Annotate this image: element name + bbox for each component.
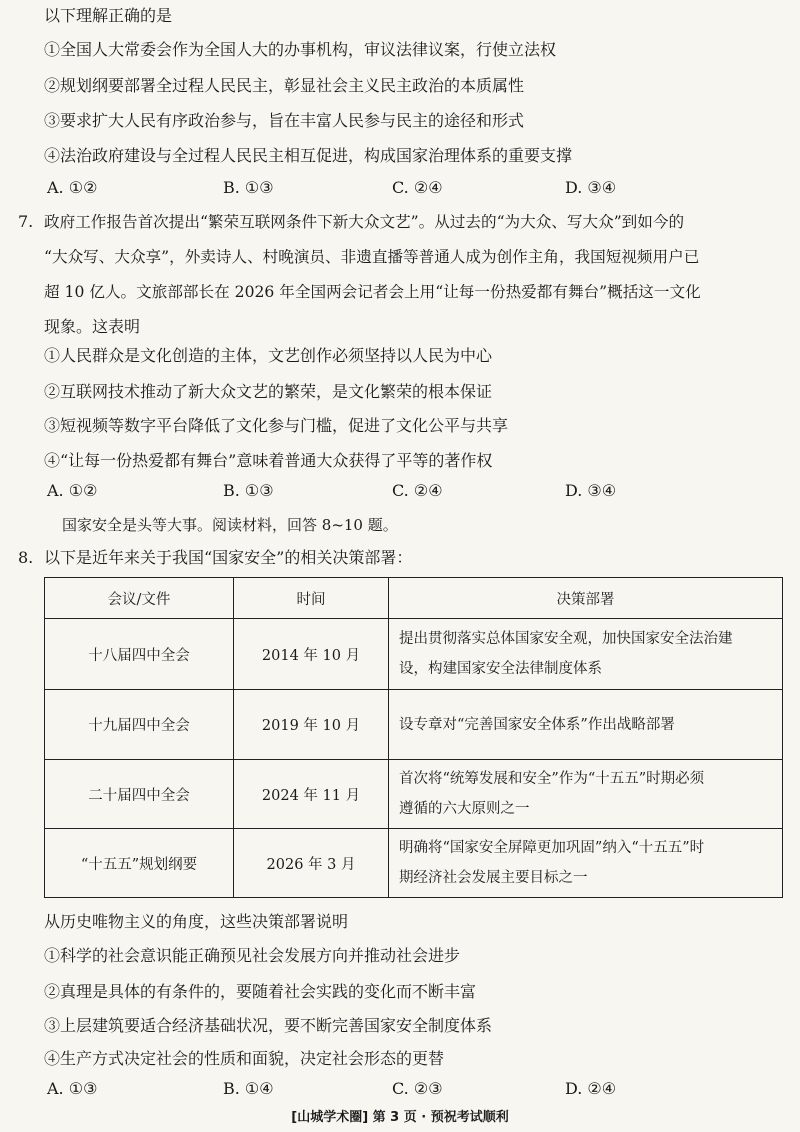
q7-stem-line-4: 现象。这表明	[44, 317, 141, 336]
q6-option-2: ②规划纲要部署全过程人民民主，彰显社会主义民主政治的本质属性	[44, 76, 525, 95]
section-intro: 国家安全是头等大事。阅读材料，回答 8~10 题。	[62, 516, 398, 534]
table-cell-meeting: 二十届四中全会	[45, 760, 234, 829]
q6-choice-d[interactable]: D. ③④	[565, 178, 617, 197]
q8-stem: 以下是近年来关于我国“国家安全”的相关决策部署：	[44, 548, 413, 567]
table-cell-meeting: 十九届四中全会	[45, 690, 234, 760]
table-cell-time: 2014 年 10 月	[234, 619, 389, 690]
q7-option-4: ④“让每一份热爱都有舞台”意味着普通大众获得了平等的著作权	[44, 451, 493, 470]
table-cell-decision	[389, 829, 783, 898]
table-row	[45, 760, 783, 829]
table-cell-meeting: “十五五”规划纲要	[45, 829, 234, 898]
q6-option-4: ④法治政府建设与全过程人民民主相互促进，构成国家治理体系的重要支撑	[44, 146, 573, 165]
table-cell-time: 2024 年 11 月	[234, 760, 389, 829]
q7-option-2: ②互联网技术推动了新大众文艺的繁荣，是文化繁荣的根本保证	[44, 382, 493, 401]
q8-question: 从历史唯物主义的角度，这些决策部署说明	[44, 912, 349, 931]
q7-option-3: ③短视频等数字平台降低了文化参与门槛，促进了文化公平与共享	[44, 416, 509, 435]
q6-choice-b[interactable]: B. ①③	[223, 178, 274, 197]
q8-choices	[47, 1079, 767, 1099]
q6-option-1: ①全国人大常委会作为全国人大的办事机构，审议法律议案，行使立法权	[44, 40, 557, 59]
q7-choice-d[interactable]: D. ③④	[565, 481, 617, 500]
table-row	[45, 619, 783, 690]
table-header-decision: 决策部署	[389, 578, 783, 619]
q7-choice-c[interactable]: C. ②④	[392, 481, 443, 500]
q8-option-4: ④生产方式决定社会的性质和面貌，决定社会形态的更替	[44, 1049, 445, 1068]
q8-choice-a[interactable]: A. ①③	[47, 1079, 98, 1098]
q6-choice-c[interactable]: C. ②④	[392, 178, 443, 197]
table-cell-meeting: 十八届四中全会	[45, 619, 234, 690]
decision-line: 提出贯彻落实总体国家安全观，加快国家安全法治建	[399, 631, 733, 647]
q7-choice-a[interactable]: A. ①②	[47, 481, 98, 500]
q8-option-3: ③上层建筑要适合经济基础状况，要不断完善国家安全制度体系	[44, 1016, 493, 1035]
q7-number: 7.	[18, 212, 34, 231]
table-cell-decision	[389, 619, 783, 690]
q7-choices	[47, 481, 767, 501]
q8-choice-b[interactable]: B. ①④	[223, 1079, 274, 1098]
decision-line: 明确将“国家安全屏障更加巩固”纳入“十五五”时	[399, 840, 705, 856]
q6-option-3: ③要求扩大人民有序政治参与，旨在丰富人民参与民主的途径和形式	[44, 111, 525, 130]
table-cell-time: 2026 年 3 月	[234, 829, 389, 898]
table-cell-time: 2019 年 10 月	[234, 690, 389, 760]
table-header-time: 时间	[234, 578, 389, 619]
q6-choice-a[interactable]: A. ①②	[47, 178, 98, 197]
decision-line: 期经济社会发展主要目标之一	[399, 870, 588, 886]
table-cell-decision	[389, 690, 783, 760]
q7-stem-line-2: “大众写、大众享”，外卖诗人、村晚演员、非遗直播等普通人成为创作主角，我国短视频用户已	[44, 248, 700, 266]
q7-stem-line-3: 超 10 亿人。文旅部部长在 2026 年全国两会记者会上用“让每一份热爱都有舞台”概括这一文化	[44, 283, 701, 301]
q6-stem-tail: 以下理解正确的是	[44, 6, 173, 25]
decision-line: 设，构建国家安全法律制度体系	[399, 661, 602, 677]
table-header-meeting: 会议/文件	[45, 578, 234, 619]
table-row	[45, 829, 783, 898]
page-footer: [山城学术圈] 第 3 页 · 预祝考试顺利	[291, 1110, 509, 1125]
table-cell-decision	[389, 760, 783, 829]
q8-choice-c[interactable]: C. ②③	[392, 1079, 443, 1098]
q8-choice-d[interactable]: D. ②④	[565, 1079, 617, 1098]
q7-option-1: ①人民群众是文化创造的主体，文艺创作必须坚持以人民为中心	[44, 346, 493, 365]
q8-option-1: ①科学的社会意识能正确预见社会发展方向并推动社会进步	[44, 946, 461, 965]
q8-option-2: ②真理是具体的有条件的，要随着社会实践的变化而不断丰富	[44, 982, 477, 1001]
q6-choices	[47, 178, 767, 198]
table-header-row	[45, 578, 783, 619]
table-row	[45, 690, 783, 760]
decision-line: 遵循的六大原则之一	[399, 801, 530, 817]
decision-line: 首次将“统筹发展和安全”作为“十五五”时期必须	[399, 771, 705, 787]
q7-choice-b[interactable]: B. ①③	[223, 481, 274, 500]
q7-stem-line-1: 政府工作报告首次提出“繁荣互联网条件下新大众文艺”。从过去的“为大众、写大众”到如今的	[44, 213, 685, 231]
decision-line: 设专章对“完善国家安全体系”作出战略部署	[399, 716, 675, 733]
policy-table	[44, 577, 783, 898]
q8-number: 8.	[18, 548, 34, 567]
